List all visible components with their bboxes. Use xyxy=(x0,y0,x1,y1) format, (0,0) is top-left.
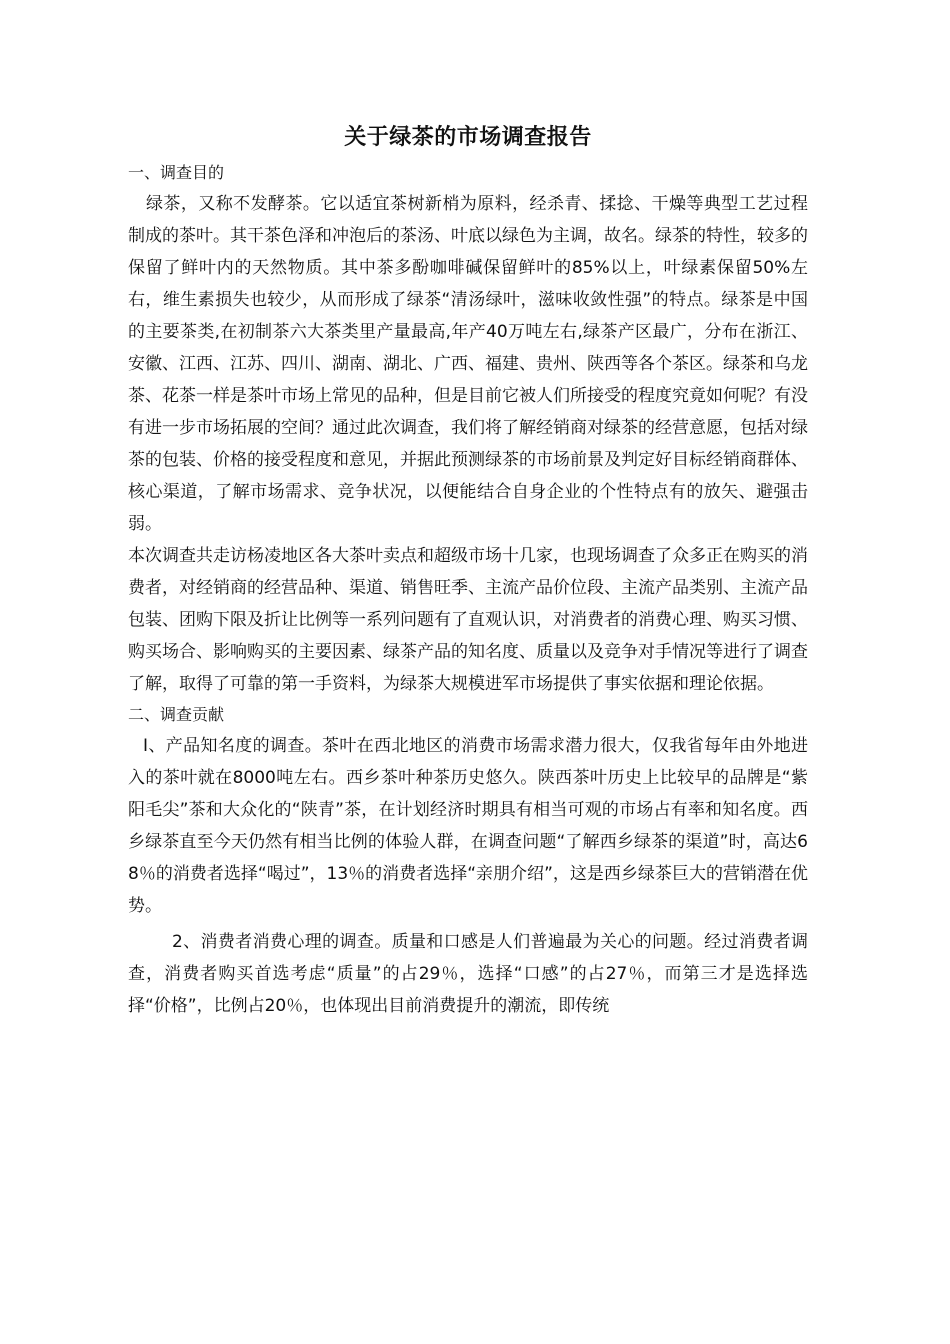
paragraph-consumer-psychology: 2、消费者消费心理的调查。质量和口感是人们普遍最为关心的问题。经过消费者调查，消费者购买首选考虑“质量”的占29％，选择“口感”的占27％，而第三才是选择选择“价格”，比例占20％，也体现出目前消费提升的潮流，即传统 xyxy=(128,932,808,1016)
section-heading-purpose: 一、调查目的 xyxy=(128,163,225,182)
section-heading-contribution: 二、调查贡献 xyxy=(128,705,225,724)
paragraph-green-tea-intro: 绿茶，又称不发酵茶。它以适宜茶树新梢为原料，经杀青、揉捻、干燥等典型工艺过程制成的茶叶。其干茶色泽和冲泡后的茶汤、叶底以绿色为主调，故名。绿茶的特性，较多的保留了鲜叶内的天然物质。其中茶多酚咖啡碱保留鲜叶的85%以上，叶绿素保留50%左右，维生素损失也较少，从而形成了绿茶“清汤绿叶，滋味收敛性强”的特点。绿茶是中国的主要茶类,在初制茶六大茶类里产量最高,年产40万吨左右,绿茶产区最广，分布在浙江、安徽、江西、江苏、四川、湖南、湖北、广西、福建、贵州、陕西等各个茶区。绿茶和乌龙茶、花茶一样是茶叶市场上常见的品种，但是目前它被人们所接受的程度究竟如何呢？有没有进一步市场拓展的空间？通过此次调查，我们将了解经销商对绿茶的经营意愿，包括对绿茶的包装、价格的接受程度和意见，并据此预测绿茶的市场前景及判定好目标经销商群体、核心渠道，了解市场需求、竞争状况，以便能结合自身企业的个性特点有的放矢、避强击弱。 xyxy=(128,194,808,534)
document-title: 关于绿茶的市场调查报告 xyxy=(344,125,592,150)
paragraph-survey-scope: 本次调查共走访杨凌地区各大茶叶卖点和超级市场十几家，也现场调查了众多正在购买的消费者，对经销商的经营品种、渠道、销售旺季、主流产品价位段、主流产品类别、主流产品包装、团购下限及折让比例等一系列问题有了直观认识，对消费者的消费心理、购买习惯、购买场合、影响购买的主要因素、绿茶产品的知名度、质量以及竞争对手情况等进行了调查了解，取得了可靠的第一手资料，为绿茶大规模进军市场提供了事实依据和理论依据。 xyxy=(128,546,808,694)
paragraph-brand-awareness: Ⅰ、产品知名度的调查。茶叶在西北地区的消费市场需求潜力很大，仅我省每年由外地进入的茶叶就在8000吨左右。西乡茶叶种茶历史悠久。陕西茶叶历史上比较早的品牌是“紫阳毛尖”茶和大众化的“陕青”茶，在计划经济时期具有相当可观的市场占有率和知名度。西乡绿茶直至今天仍然有相当比例的体验人群，在调查问题“了解西乡绿茶的渠道”时，高达68％的消费者选择“喝过”，13％的消费者选择“亲朋介绍”，这是西乡绿茶巨大的营销潜在优势。 xyxy=(128,736,808,916)
document-body xyxy=(128,118,808,1022)
